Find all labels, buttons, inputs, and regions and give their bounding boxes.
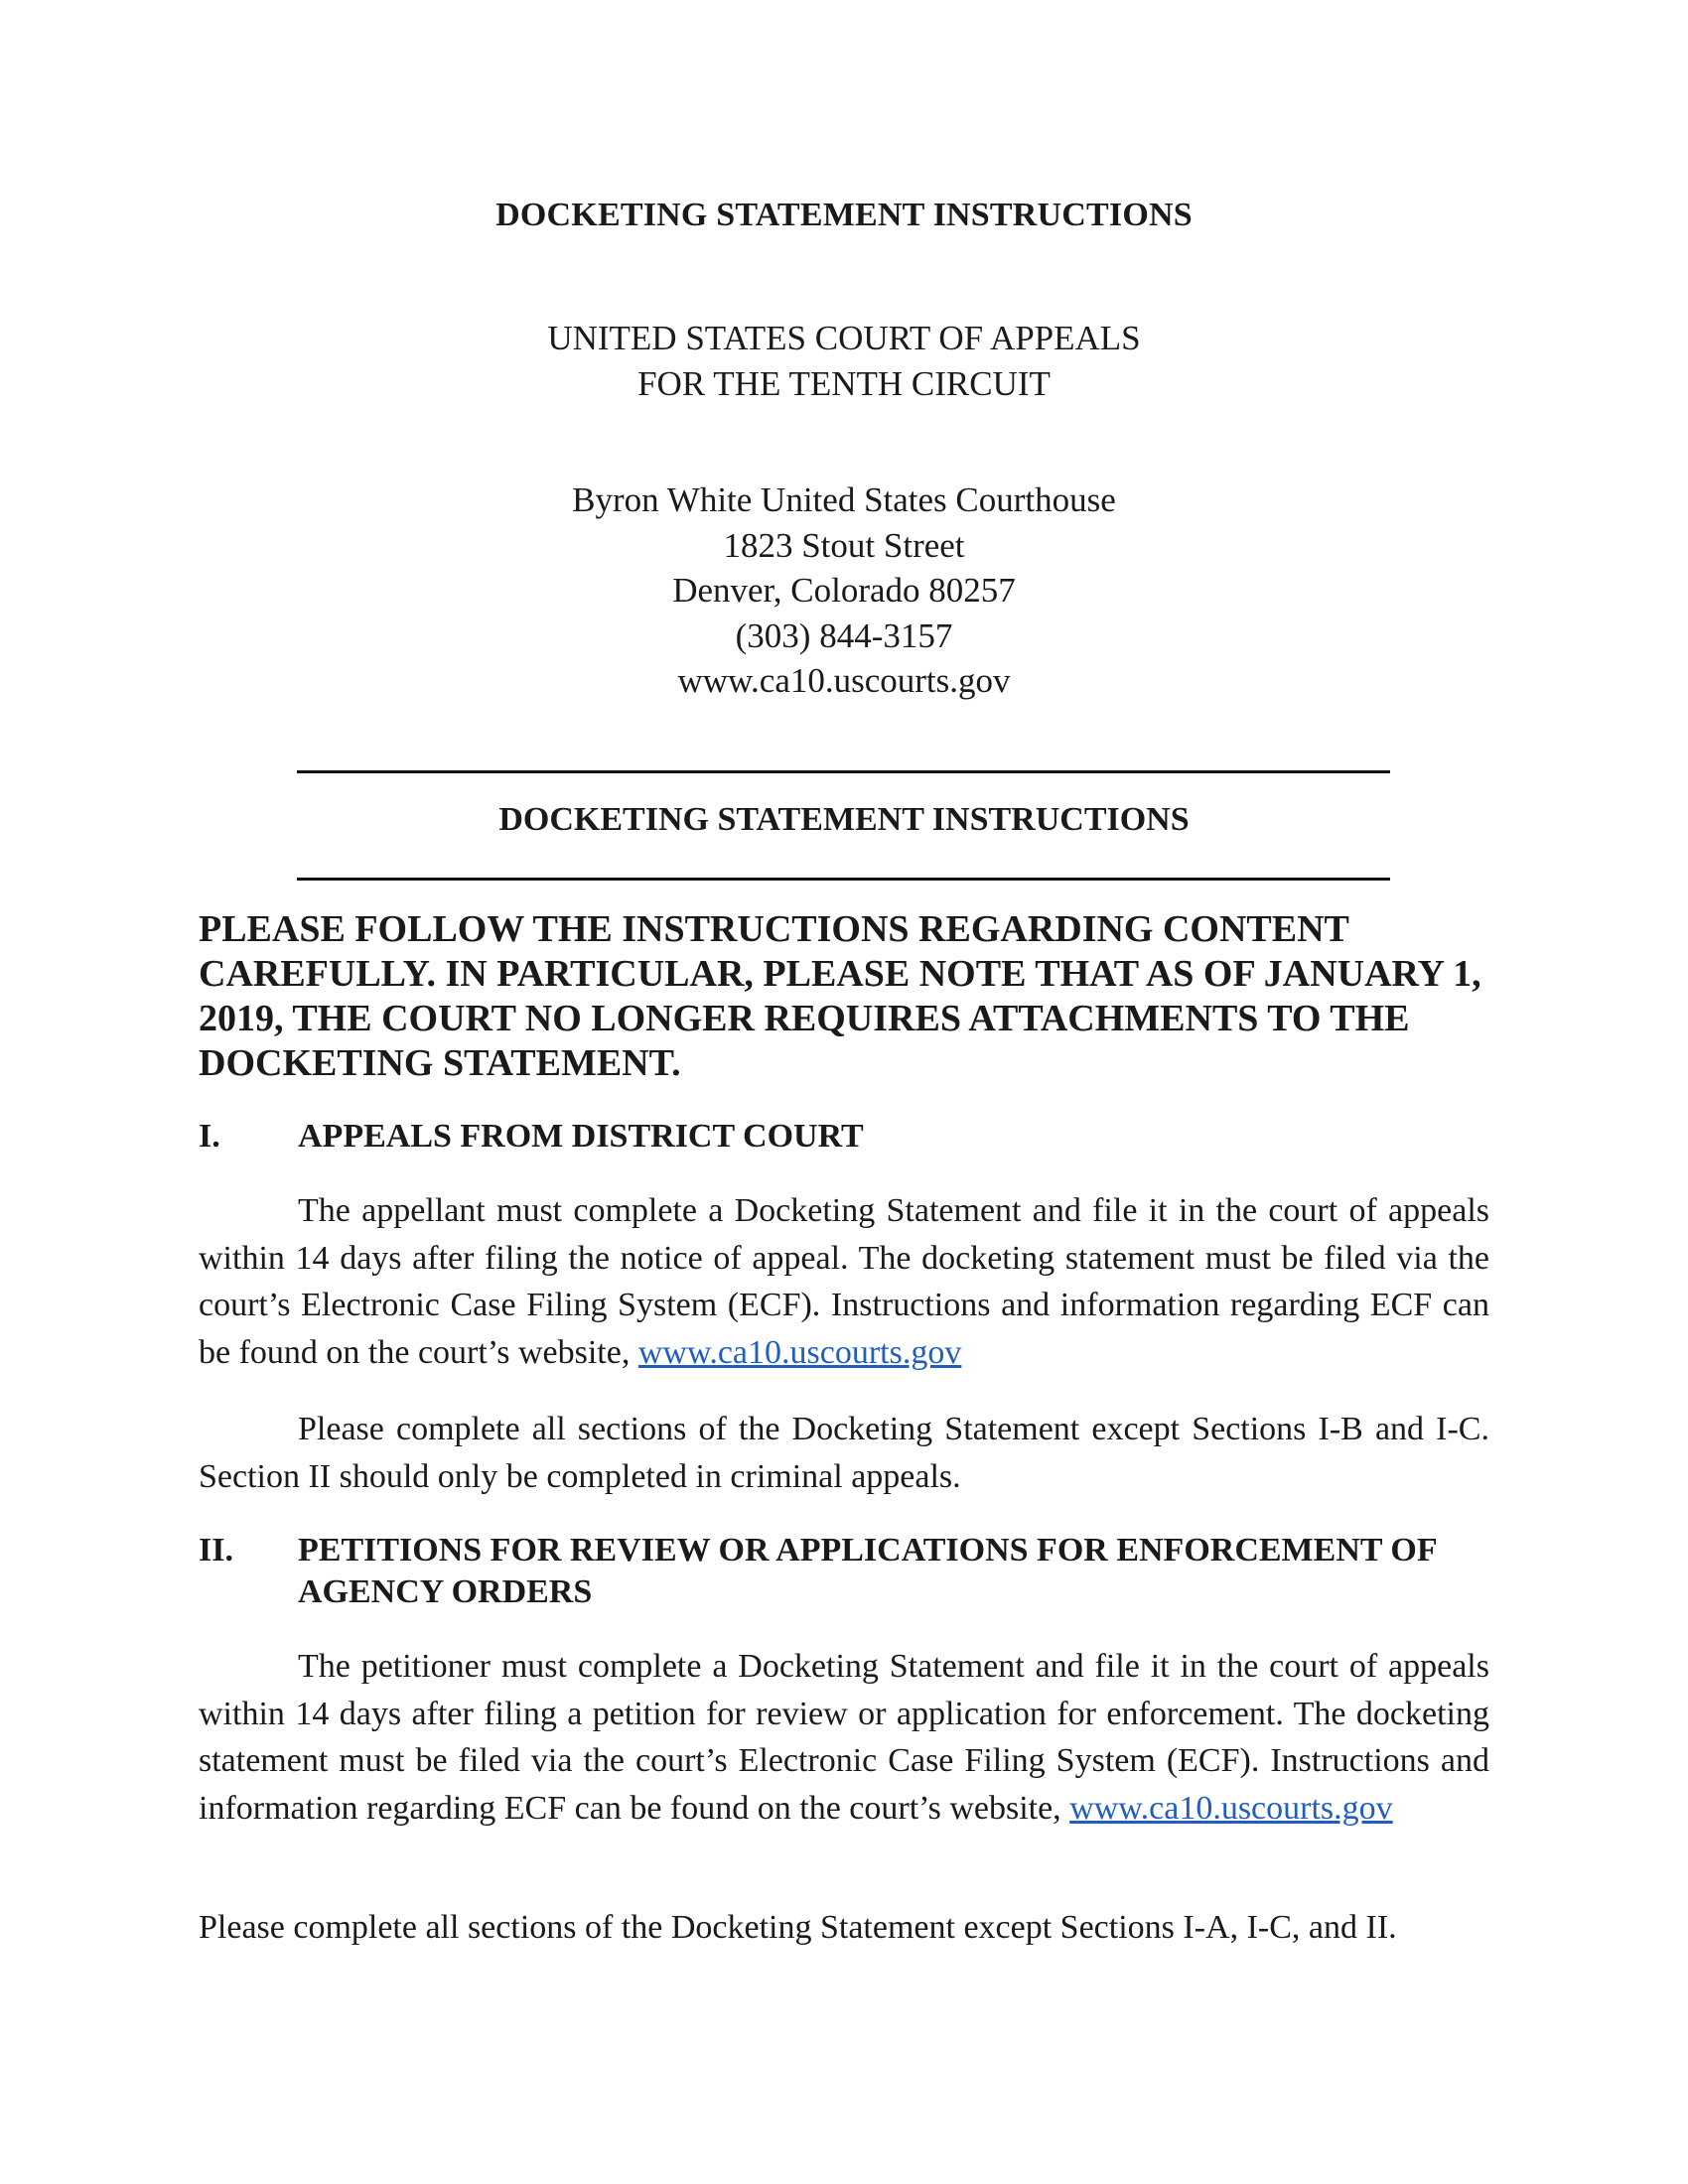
- section-2-paragraph-1: [199, 1643, 1489, 1832]
- divider-top: [297, 770, 1390, 773]
- section-2-title: PETITIONS FOR REVIEW OR APPLICATIONS FOR ENFORCEMENT OF AGENCY ORDERS: [298, 1532, 1437, 1610]
- court-name-line-2: FOR THE TENTH CIRCUIT: [637, 364, 1051, 403]
- address-city: Denver, Colorado 80257: [672, 571, 1016, 610]
- divider-bottom: [297, 878, 1390, 881]
- court-website-link[interactable]: www.ca10.uscourts.gov: [637, 1333, 962, 1371]
- court-address: [0, 478, 1688, 704]
- court-name: [0, 316, 1688, 407]
- section-1-paragraph-1: [199, 1187, 1489, 1376]
- section-1-paragraph-2: [199, 1406, 1489, 1500]
- address-street: 1823 Stout Street: [723, 525, 965, 565]
- section-1-number: I.: [199, 1118, 220, 1155]
- court-name-line-1: UNITED STATES COURT OF APPEALS: [547, 319, 1141, 357]
- page-title: DOCKETING STATEMENT INSTRUCTIONS: [495, 197, 1193, 233]
- important-notice: PLEASE FOLLOW THE INSTRUCTIONS REGARDING CONTENT CAREFULLY. IN PARTICULAR, PLEASE NOTE THAT AS OF JANUARY 1, 2019, THE COURT NO LONGER REQUIRES ATTACHMENTS TO THE DOCKETING STATEMENT.: [199, 908, 1481, 1084]
- section-2-paragraph-2: Please complete all sections of the Docketing Statement except Sections I-A, I-C, and II.: [199, 1909, 1397, 1946]
- section-2-paragraph-1-text: The petitioner must complete a Docketing Statement and file it in the court of appeals within 14 days after filing a petition for review or application for enforcement. The docketing statement must be filed via the court’s Electronic Case Filing System (ECF). Instructions and information regarding ECF can be found on the court’s website,: [199, 1648, 1489, 1827]
- address-building: Byron White United States Courthouse: [572, 480, 1116, 519]
- court-website-link-2[interactable]: www.ca10.uscourts.gov: [1069, 1789, 1393, 1827]
- section-2-number: II.: [199, 1532, 233, 1569]
- address-phone: (303) 844-3157: [735, 615, 953, 655]
- section-title: DOCKETING STATEMENT INSTRUCTIONS: [498, 801, 1190, 838]
- section-1-paragraph-2-text: Please complete all sections of the Docketing Statement except Sections I-B and I-C. Section II should only be completed in criminal appeals.: [199, 1411, 1489, 1495]
- section-1-paragraph-1-text: The appellant must complete a Docketing Statement and file it in the court of appeals within 14 days after filing the notice of appeal. The docketing statement must be filed via the court’s Electronic Case Filing System (ECF). Instructions and information regarding ECF can be found on the court’s website,: [199, 1192, 1489, 1371]
- address-website: www.ca10.uscourts.gov: [677, 661, 1011, 700]
- section-1-title: APPEALS FROM DISTRICT COURT: [298, 1118, 864, 1155]
